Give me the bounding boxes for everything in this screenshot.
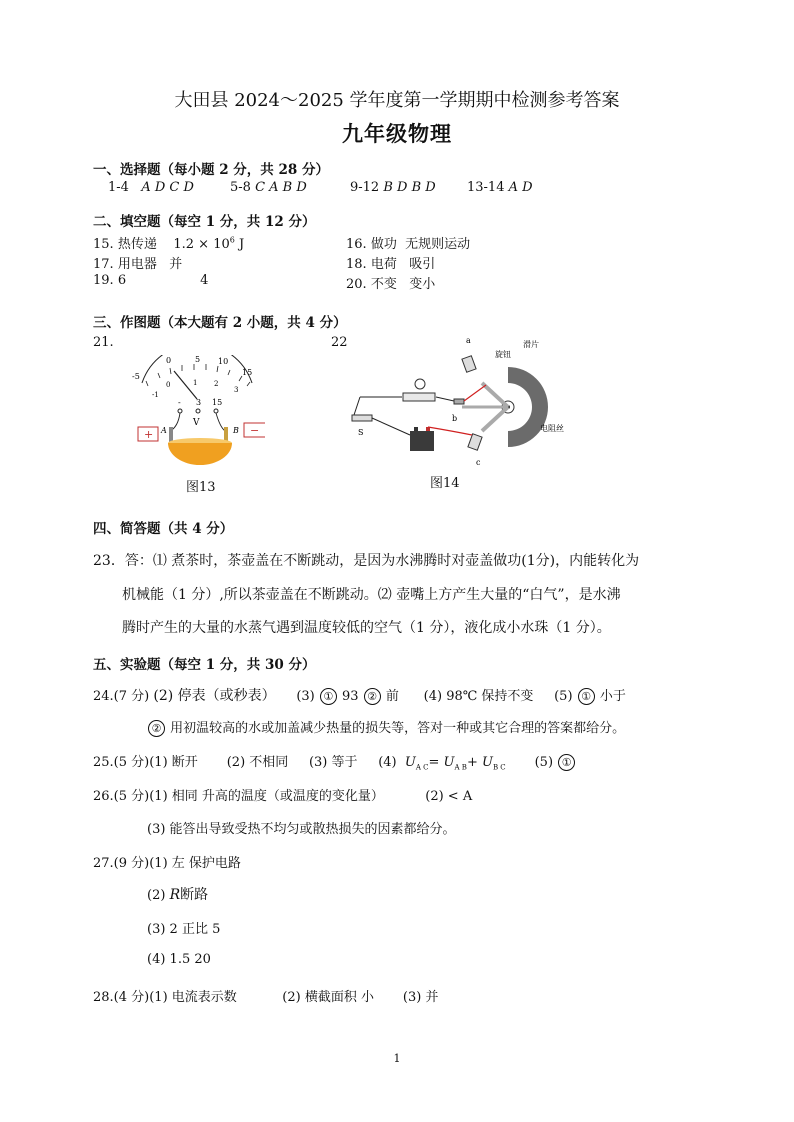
terminal-minus: - — [178, 398, 181, 407]
q27-p2: (2) — [147, 888, 166, 903]
label-b: b — [452, 414, 458, 423]
mc-answers: A D C D — [141, 180, 194, 195]
label-b: B — [233, 426, 239, 435]
item-num: 17. — [93, 257, 114, 272]
mc-range: 13-14 — [467, 180, 505, 195]
scale-top-5: 5 — [195, 355, 201, 364]
label-a: a — [466, 336, 471, 345]
r-symbol: R — [169, 887, 181, 903]
u-bc-sub: B C — [492, 763, 506, 772]
item-num: 18. — [346, 257, 367, 272]
scale-top-15: 15 — [242, 368, 253, 377]
mc-group-3 — [350, 180, 436, 195]
mc-group-1 — [108, 180, 194, 195]
label-a: A — [161, 426, 167, 435]
equals: = — [428, 755, 444, 770]
answer-a: 做功 — [370, 237, 397, 252]
answer-b: 吸引 — [409, 257, 436, 272]
q25-p4: (4) — [378, 755, 397, 770]
q28-p2: (2) 横截面积 小 — [282, 990, 374, 1005]
plus-sign: + — [144, 428, 154, 441]
q24-line1 — [93, 685, 626, 705]
mc-group-2 — [230, 180, 307, 195]
mc-answers: C A B D — [255, 180, 307, 195]
item-num: 15. — [93, 237, 114, 252]
q24-p2: (2) 停表（或秒表） — [153, 688, 276, 704]
section5-heading: 五、实验题（每空 1 分，共 30 分） — [93, 657, 316, 673]
q27-p2-text: 断路 — [180, 887, 209, 903]
answer-b: 4 — [200, 273, 209, 288]
u-ab: U — [443, 755, 455, 770]
section2-heading: 二、填空题（每空 1 分，共 12 分） — [93, 214, 316, 230]
q27-line4: (4) 1.5 20 — [147, 952, 211, 967]
q25-head: 25.(5 分) — [93, 755, 150, 770]
section1-heading: 一、选择题（每小题 2 分，共 28 分） — [93, 162, 329, 178]
q26-p2: (2) < A — [425, 789, 473, 804]
section3-heading: 三、作图题（本大题有 2 小题，共 4 分） — [93, 315, 347, 331]
document-title: 大田县 2024～2025 学年度第一学期期中检测参考答案 — [174, 90, 620, 111]
q23-line2: 机械能（1 分）,所以茶壶盖在不断跳动。⑵ 壶嘴上方产生大量的“白气”，是水沸 — [122, 587, 621, 603]
answer-b: 并 — [169, 257, 183, 272]
u-ac: U — [404, 755, 416, 770]
scale-bottom-1: 1 — [193, 379, 198, 387]
fill-item-18 — [346, 253, 435, 272]
q28-line — [93, 986, 438, 1005]
q24-front: 前 — [385, 689, 399, 704]
q25-p2: (2) 不相同 — [226, 755, 289, 770]
resistor-label: 电阻丝 — [540, 424, 564, 433]
q27-line1 — [93, 852, 241, 871]
slider-label: 滑片 — [523, 340, 539, 349]
q26-line1 — [93, 785, 472, 804]
scale-bottom-0: 0 — [166, 381, 171, 389]
mc-group-4 — [467, 180, 533, 195]
scale-bottom-3: 3 — [234, 386, 239, 394]
figure-14-circuit — [340, 335, 580, 470]
q21-label: 21. — [93, 335, 114, 350]
q25-p5: (5) — [534, 755, 554, 770]
q26-line2: (3) 能答出导致受热不均匀或散热损失的因素都给分。 — [147, 822, 456, 837]
q25-p3: (3) 等于 — [308, 755, 358, 770]
item-num: 16. — [346, 237, 367, 252]
figure-14-caption: 图14 — [430, 476, 460, 491]
q26-head: 26.(5 分) — [93, 789, 150, 804]
mc-range: 5-8 — [230, 180, 251, 195]
fill-item-16 — [346, 233, 470, 252]
circled-1: ① — [578, 688, 595, 705]
answer-b: 变小 — [409, 277, 436, 292]
label-c: c — [476, 458, 481, 467]
circled-1: ① — [320, 688, 337, 705]
mc-range: 1-4 — [108, 180, 129, 195]
q22-label: 22 — [331, 335, 348, 350]
knob-label: 旋钮 — [495, 350, 511, 359]
q28-head: 28.(4 分) — [93, 990, 150, 1005]
q24-p3: (3) — [296, 689, 315, 704]
q24-head: 24.(7 分) — [93, 689, 150, 704]
q28-p1: (1) 电流表示数 — [149, 990, 237, 1005]
q24-line2-text: 用初温较高的水或加盖减少热量的损失等，答对一种或其它合理的答案都给分。 — [170, 721, 626, 736]
switch-label: S — [358, 428, 364, 437]
circled-2: ② — [148, 720, 165, 737]
page-number: 1 — [393, 1052, 401, 1065]
answer-exponent: 6 — [229, 235, 235, 245]
item-num: 20. — [346, 277, 367, 292]
scale-bottom-2: 2 — [214, 380, 219, 388]
answer-a: 6 — [117, 273, 127, 288]
circled-2: ② — [364, 688, 381, 705]
fill-item-15 — [93, 233, 244, 252]
q24-p4: (4) 98℃ 保持不变 — [423, 689, 534, 704]
answer-unit: J — [234, 237, 245, 252]
q25-line — [93, 751, 576, 772]
circled-1: ① — [558, 754, 575, 771]
plus: + — [466, 755, 482, 770]
document-subtitle: 九年级物理 — [342, 121, 452, 146]
mc-range: 9-12 — [350, 180, 380, 195]
scale-top-10: 10 — [218, 357, 229, 366]
answer-a: 用电器 — [117, 257, 157, 272]
scale-bottom-neg1: -1 — [152, 391, 159, 399]
answer-b: 无规则运动 — [405, 237, 471, 252]
answer-a: 电荷 — [370, 257, 397, 272]
q27-p1: (1) 左 保护电路 — [149, 856, 241, 871]
figure-13-voltmeter — [130, 355, 265, 475]
u-ab-sub: A B — [454, 763, 467, 772]
q23-line3: 腾时产生的大量的水蒸气遇到温度较低的空气（1 分），液化成小水珠（1 分）。 — [122, 620, 611, 636]
q27-line2 — [147, 884, 208, 904]
section4-heading: 四、简答题（共 4 分） — [93, 521, 234, 537]
scale-top-neg5: -5 — [132, 372, 140, 381]
answer-b: 1.2 × 10 — [173, 237, 230, 252]
q28-p3: (3) 并 — [402, 990, 439, 1005]
q25-p1: (1) 断开 — [149, 755, 198, 770]
fill-item-17 — [93, 253, 182, 272]
fill-item-20 — [346, 273, 435, 292]
q27-line3: (3) 2 正比 5 — [147, 922, 221, 937]
mc-answers: A D — [508, 180, 533, 195]
figure-13-caption: 图13 — [186, 480, 216, 495]
minus-sign: − — [250, 424, 260, 437]
terminal-3: 3 — [196, 398, 202, 407]
q24-93: 93 — [342, 689, 359, 704]
q24-line2 — [147, 717, 625, 737]
item-num: 19. — [93, 273, 114, 288]
q23-line1: 23．答：⑴ 煮茶时，茶壶盖在不断跳动，是因为水沸腾时对壶盖做功(1分)，内能转化为 — [93, 553, 640, 569]
u-ac-sub: A C — [415, 763, 429, 772]
q24-p5: (5) — [554, 689, 573, 704]
u-bc: U — [481, 755, 493, 770]
q27-head: 27.(9 分) — [93, 856, 150, 871]
scale-top-0: 0 — [166, 356, 172, 365]
mc-answers: B D B D — [383, 180, 436, 195]
fill-item-19 — [93, 273, 208, 288]
answer-a: 热传递 — [117, 237, 157, 252]
answer-a: 不变 — [370, 277, 397, 292]
q24-small: 小于 — [599, 689, 626, 704]
voltmeter-symbol: V — [193, 418, 200, 428]
terminal-15: 15 — [212, 398, 223, 407]
q26-p1: (1) 相同 升高的温度（或温度的变化量） — [149, 789, 384, 804]
